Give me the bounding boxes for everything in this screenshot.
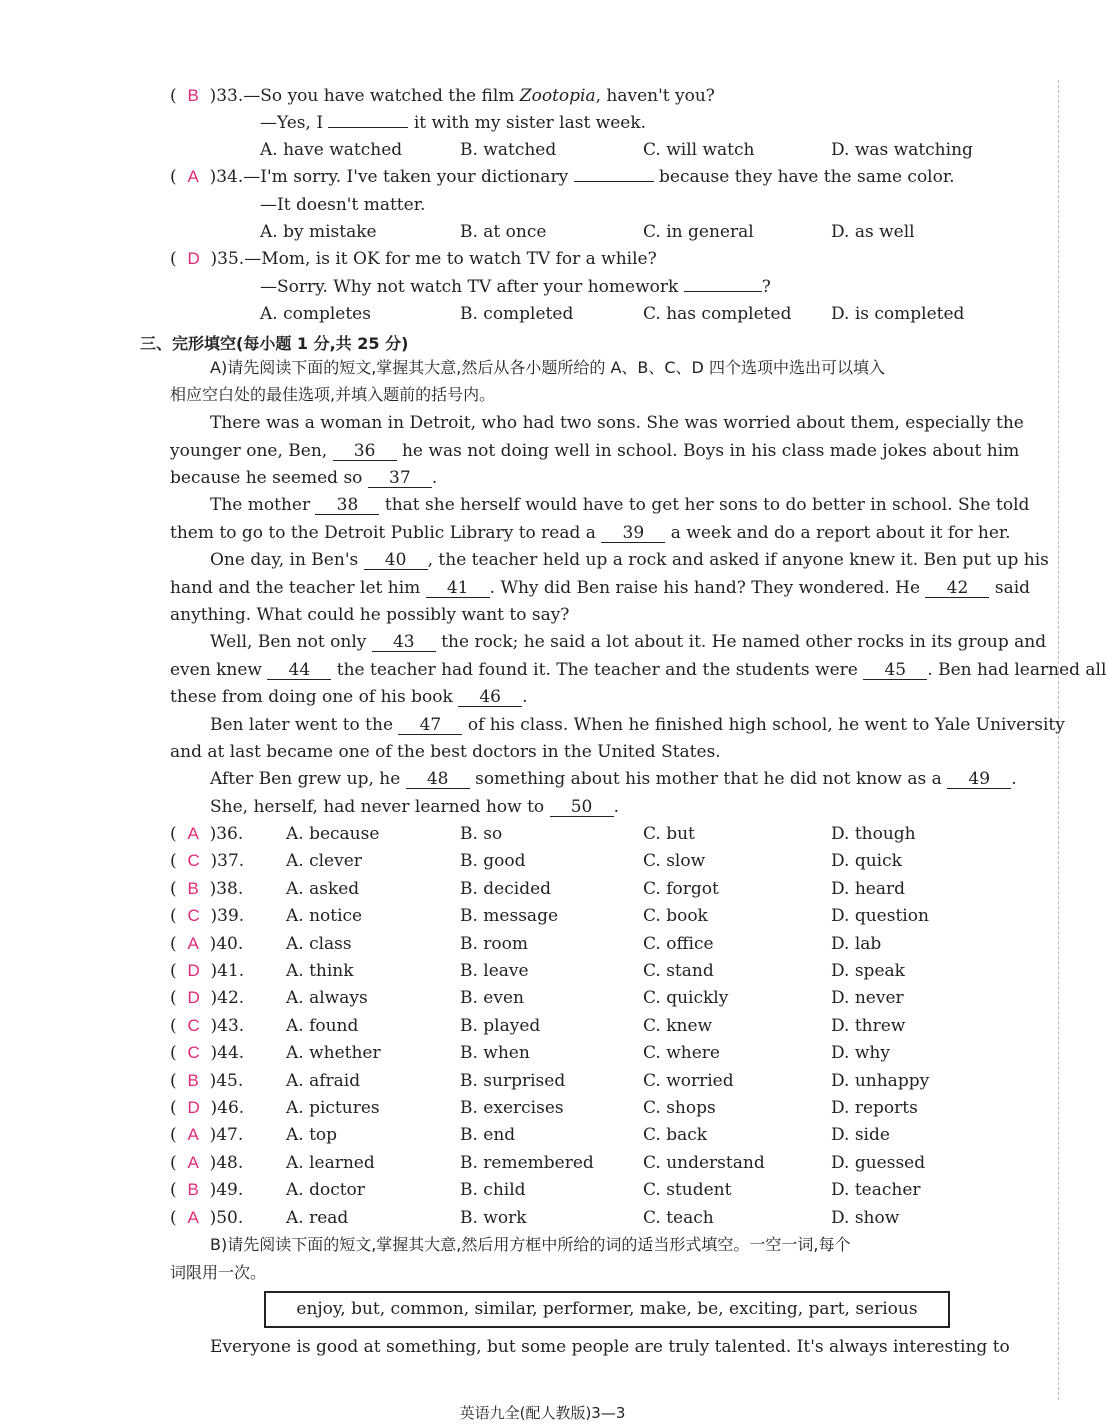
choice-option: A. clever <box>286 851 362 872</box>
choice-option: A. learned <box>286 1152 375 1173</box>
option-34-a: A. by mistake <box>260 222 377 242</box>
choice-row: ( C )39. <box>170 906 245 927</box>
choice-option: B. surprised <box>460 1070 566 1091</box>
answer-mark: A <box>187 933 199 953</box>
choice-option: D. show <box>831 1207 900 1228</box>
passage-line: younger one, Ben, 36 he was not doing well in school. Boys in his class made jokes about him <box>170 441 1020 461</box>
blank-42: 42 <box>925 579 989 598</box>
choice-option: B. child <box>460 1180 526 1201</box>
choice-option: D. lab <box>831 933 882 954</box>
answer-35: D <box>187 249 200 268</box>
part-a-instruction-1: A)请先阅读下面的短文,掌握其大意,然后从各小题所给的 A、B、C、D 四个选项中选出可以填入 <box>210 358 885 377</box>
choice-option: C. forgot <box>643 878 719 899</box>
word-bank-box: enjoy, but, common, similar, performer, make, be, exciting, part, serious <box>264 1291 950 1328</box>
choice-option: C. stand <box>643 961 714 981</box>
choice-row: ( A )50. <box>170 1207 244 1228</box>
choice-option: D. speak <box>831 961 905 981</box>
choice-option: B. when <box>460 1043 530 1064</box>
part-a-instruction-2: 相应空白处的最佳选项,并填入题前的括号内。 <box>170 385 496 404</box>
choice-option: D. reports <box>831 1098 918 1118</box>
passage-line: and at last became one of the best doctors in the United States. <box>170 742 721 762</box>
question-35: ( D )35.—Mom, is it OK for me to watch TV for a while? <box>170 249 657 269</box>
choice-option: D. though <box>831 824 916 844</box>
choice-option: B. end <box>460 1125 516 1146</box>
section-heading: 三、完形填空(每小题 1 分,共 25 分) <box>140 334 409 353</box>
blank-44: 44 <box>267 661 331 680</box>
choice-option: B. leave <box>460 961 529 981</box>
choice-row: ( D )42. <box>170 988 245 1009</box>
question-34-response: —It doesn't matter. <box>260 195 426 215</box>
answer-mark: D <box>187 961 200 980</box>
blank-41: 41 <box>426 579 490 598</box>
blank <box>328 127 408 128</box>
choice-row: ( A )47. <box>170 1125 244 1146</box>
choice-option: A. pictures <box>286 1098 380 1118</box>
choice-option: C. shops <box>643 1098 716 1118</box>
choice-option: C. knew <box>643 1015 713 1036</box>
option-34-c: C. in general <box>643 222 754 242</box>
choice-option: B. room <box>460 933 529 954</box>
choice-option: B. played <box>460 1015 541 1036</box>
choice-option: C. teach <box>643 1207 714 1228</box>
choice-row: ( B )49. <box>170 1180 244 1201</box>
blank-37: 37 <box>368 469 432 488</box>
part-b-instruction-2: 词限用一次。 <box>170 1263 267 1282</box>
answer-mark: D <box>187 1098 200 1117</box>
choice-option: D. why <box>831 1043 890 1064</box>
choice-option: B. good <box>460 851 526 872</box>
answer-mark: C <box>187 906 200 926</box>
blank-45: 45 <box>863 661 927 680</box>
passage-line: anything. What could he possibly want to say? <box>170 605 570 625</box>
blank-40: 40 <box>364 551 428 570</box>
answer-mark: A <box>187 1207 199 1227</box>
blank-36: 36 <box>333 442 397 461</box>
answer-mark: C <box>187 1015 200 1035</box>
passage-line: There was a woman in Detroit, who had two sons. She was worried about them, especially the <box>210 413 1024 433</box>
choice-option: A. whether <box>286 1043 381 1064</box>
blank-48: 48 <box>406 770 470 789</box>
choice-option: D. question <box>831 906 929 927</box>
choice-option: D. unhappy <box>831 1070 930 1091</box>
choice-row: ( B )38. <box>170 878 244 899</box>
choice-row: ( C )37. <box>170 851 245 872</box>
choice-option: C. slow <box>643 851 706 872</box>
option-34-b: B. at once <box>460 222 547 242</box>
answer-mark: B <box>187 878 199 898</box>
choice-option: B. work <box>460 1207 527 1228</box>
choice-option: D. threw <box>831 1015 906 1036</box>
choice-option: B. exercises <box>460 1098 564 1118</box>
passage-line: One day, in Ben's 40 , the teacher held up a rock and asked if anyone knew it. Ben put up his <box>210 550 1049 570</box>
choice-option: D. never <box>831 988 904 1009</box>
choice-row: ( A )36. <box>170 824 244 844</box>
choice-option: B. so <box>460 824 503 844</box>
blank-46: 46 <box>458 688 522 707</box>
blank-43: 43 <box>372 633 436 652</box>
passage-line: them to go to the Detroit Public Library to read a 39 a week and do a report about it for her. <box>170 523 1011 543</box>
answer-34: A <box>187 167 199 186</box>
answer-mark: C <box>187 851 200 871</box>
choice-option: C. back <box>643 1125 708 1146</box>
choice-row: ( A )48. <box>170 1152 244 1173</box>
choice-row: ( D )46. <box>170 1098 245 1118</box>
choice-row: ( B )45. <box>170 1070 244 1091</box>
choice-row: ( C )43. <box>170 1015 245 1036</box>
option-35-b: B. completed <box>460 304 574 324</box>
choice-option: A. always <box>286 988 368 1009</box>
answer-mark: A <box>187 1152 199 1172</box>
passage-line: Ben later went to the 47 of his class. When he finished high school, he went to Yale University <box>210 715 1065 735</box>
question-33: ( B )33.—So you have watched the film Zootopia, haven't you? <box>170 86 715 106</box>
blank <box>684 291 762 292</box>
blank <box>574 181 654 182</box>
choice-option: A. notice <box>286 906 363 927</box>
choice-option: B. even <box>460 988 524 1009</box>
option-33-a: A. have watched <box>260 140 403 160</box>
choice-option: D. quick <box>831 851 902 872</box>
choice-option: C. understand <box>643 1152 765 1173</box>
passage-line: Well, Ben not only 43 the rock; he said a lot about it. He named other rocks in its group and <box>210 632 1047 652</box>
choice-option: A. class <box>286 933 352 954</box>
page-footer: 英语九全(配人教版)3—3 <box>459 1404 626 1422</box>
passage-line: these from doing one of his book 46 . <box>170 687 528 707</box>
part-b-instruction-1: B)请先阅读下面的短文,掌握其大意,然后用方框中所给的词的适当形式填空。一空一词,每个 <box>210 1235 851 1254</box>
option-33-d: D. was watching <box>831 140 973 160</box>
choice-option: C. student <box>643 1180 732 1201</box>
answer-mark: B <box>187 1180 199 1200</box>
choice-option: A. top <box>286 1125 338 1146</box>
choice-option: C. book <box>643 906 708 927</box>
choice-option: D. guessed <box>831 1152 926 1173</box>
choice-option: A. afraid <box>286 1070 361 1091</box>
choice-option: C. worried <box>643 1070 734 1091</box>
option-34-d: D. as well <box>831 222 915 242</box>
question-33-response: —Yes, I it with my sister last week. <box>260 113 647 133</box>
option-35-d: D. is completed <box>831 304 965 324</box>
choice-option: A. read <box>286 1207 349 1228</box>
choice-option: A. think <box>286 961 354 981</box>
option-33-c: C. will watch <box>643 140 755 160</box>
blank-49: 49 <box>947 770 1011 789</box>
answer-mark: A <box>187 824 199 843</box>
blank-39: 39 <box>601 524 665 543</box>
passage-line: hand and the teacher let him 41 . Why did Ben raise his hand? They wondered. He 42 said <box>170 578 1031 598</box>
passage-line: After Ben grew up, he 48 something about his mother that he did not know as a 49 . <box>210 769 1017 789</box>
choice-option: D. heard <box>831 878 905 899</box>
blank-47: 47 <box>398 716 462 735</box>
blank-50: 50 <box>550 798 614 817</box>
passage-line: The mother 38 that she herself would have to get her sons to do better in school. She told <box>210 495 1030 515</box>
choice-option: A. because <box>286 824 380 844</box>
page-edge-divider <box>1058 80 1060 1400</box>
choice-option: A. found <box>286 1015 359 1036</box>
choice-option: B. decided <box>460 878 552 899</box>
answer-mark: C <box>187 1043 200 1063</box>
choice-option: D. teacher <box>831 1180 921 1201</box>
choice-option: B. remembered <box>460 1152 594 1173</box>
answer-mark: D <box>187 988 200 1008</box>
choice-row: ( C )44. <box>170 1043 245 1064</box>
choice-option: C. quickly <box>643 988 729 1009</box>
blank-38: 38 <box>315 496 379 515</box>
question-35-response: —Sorry. Why not watch TV after your homework ? <box>260 277 771 297</box>
answer-33: B <box>187 86 199 105</box>
passage-line: Everyone is good at something, but some people are truly talented. It's always interesting to <box>210 1337 1010 1357</box>
choice-option: D. side <box>831 1125 890 1146</box>
question-34: ( A )34.—I'm sorry. I've taken your dictionary because they have the same color. <box>170 167 955 187</box>
choice-option: B. message <box>460 906 559 927</box>
choice-row: ( D )41. <box>170 961 245 981</box>
choice-row: ( A )40. <box>170 933 244 954</box>
choice-option: C. but <box>643 824 695 844</box>
passage-line: even knew 44 the teacher had found it. The teacher and the students were 45 . Ben had learned all <box>170 660 1106 680</box>
option-33-b: B. watched <box>460 140 557 160</box>
choice-option: C. where <box>643 1043 720 1064</box>
passage-line: because he seemed so 37 . <box>170 468 438 488</box>
answer-mark: A <box>187 1125 199 1145</box>
option-35-a: A. completes <box>260 304 371 324</box>
answer-mark: B <box>187 1070 199 1090</box>
option-35-c: C. has completed <box>643 304 792 324</box>
choice-option: A. doctor <box>286 1180 365 1201</box>
choice-option: A. asked <box>286 878 360 899</box>
choice-option: C. office <box>643 933 714 954</box>
passage-line: She, herself, had never learned how to 50 . <box>210 797 619 817</box>
